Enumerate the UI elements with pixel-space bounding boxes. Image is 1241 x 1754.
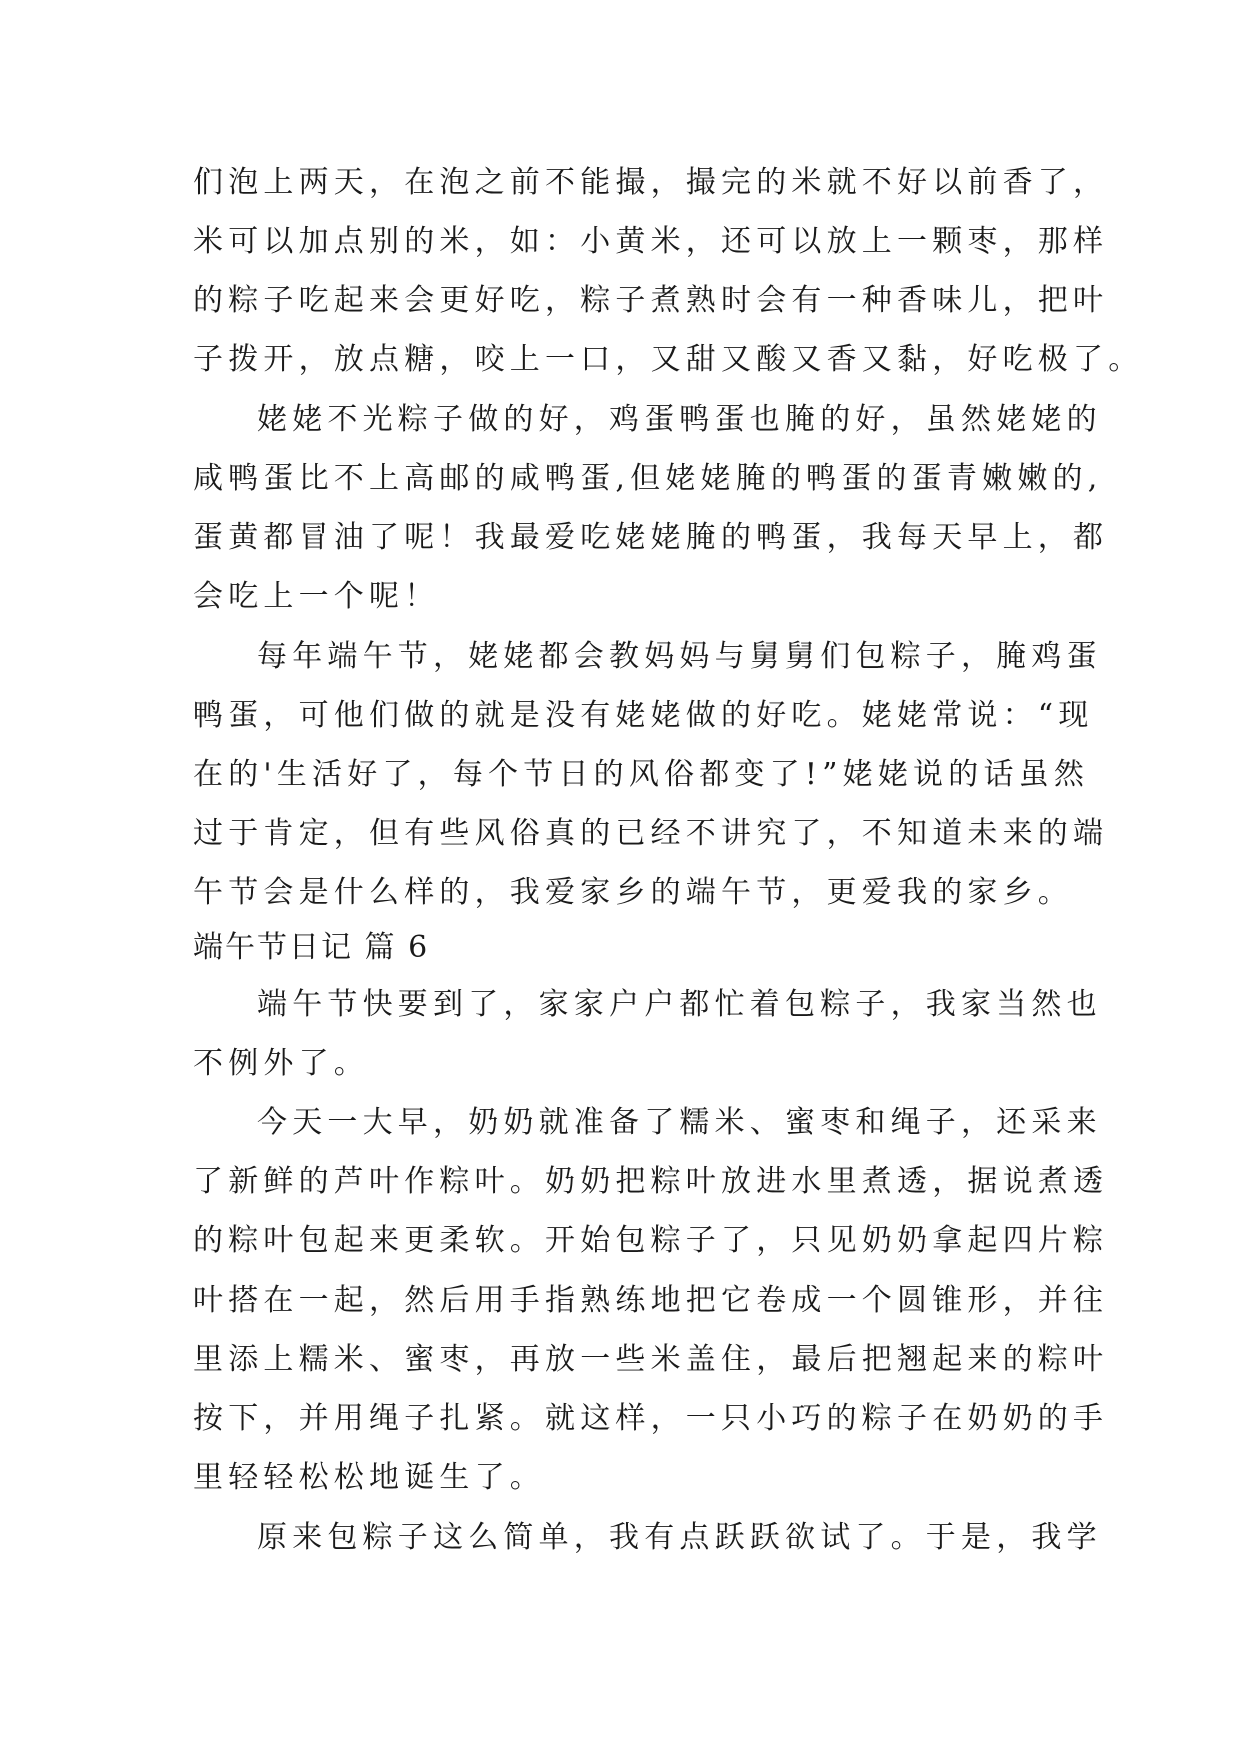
text-line: 里添上糯米、蜜枣，再放一些米盖住，最后把翘起来的粽叶 [193, 1342, 1109, 1377]
text-line: 今天一大早，奶奶就准备了糯米、蜜枣和绳子，还采来 [257, 1105, 1102, 1140]
text-line: 了新鲜的芦叶作粽叶。奶奶把粽叶放进水里煮透，据说煮透 [193, 1164, 1109, 1199]
text-line: 里轻轻松松地诞生了。 [193, 1460, 545, 1495]
text-line: 蛋黄都冒油了呢！我最爱吃姥姥腌的鸭蛋，我每天早上，都 [193, 520, 1109, 555]
text-line: 端午节快要到了，家家户户都忙着包粽子，我家当然也 [257, 987, 1102, 1022]
text-line: 按下，并用绳子扎紧。就这样，一只小巧的粽子在奶奶的手 [193, 1401, 1109, 1436]
text-line: 在的'生活好了，每个节日的风俗都变了!”姥姥说的话虽然 [193, 757, 1090, 792]
text-line: 姥姥不光粽子做的好，鸡蛋鸭蛋也腌的好，虽然姥姥的 [257, 402, 1102, 437]
text-line: 午节会是什么样的，我爱家乡的端午节，更爱我的家乡。 [193, 875, 1073, 910]
text-line: 不例外了。 [193, 1046, 369, 1081]
text-line: 米可以加点别的米，如：小黄米，还可以放上一颗枣，那样 [193, 224, 1109, 259]
text-line: 的粽叶包起来更柔软。开始包粽子了，只见奶奶拿起四片粽 [193, 1223, 1109, 1258]
text-line: 原来包粽子这么简单，我有点跃跃欲试了。于是，我学 [257, 1520, 1102, 1555]
text-line: 的粽子吃起来会更好吃，粽子煮熟时会有一种香味儿，把叶 [193, 283, 1109, 318]
text-line: 过于肯定，但有些风俗真的已经不讲究了，不知道未来的端 [193, 816, 1109, 851]
text-line: 每年端午节，姥姥都会教妈妈与舅舅们包粽子，腌鸡蛋 [257, 639, 1102, 674]
text-line: 子拨开，放点糖，咬上一口，又甜又酸又香又黏，好吃极了。 [193, 342, 1144, 377]
text-line: 鸭蛋，可他们做的就是没有姥姥做的好吃。姥姥常说：“现 [193, 698, 1094, 733]
text-line: 咸鸭蛋比不上高邮的咸鸭蛋,但姥姥腌的鸭蛋的蛋青嫩嫩的, [193, 461, 1103, 496]
text-line: 叶搭在一起，然后用手指熟练地把它卷成一个圆锥形，并往 [193, 1283, 1109, 1318]
text-line: 们泡上两天，在泡之前不能撮，撮完的米就不好以前香了， [193, 165, 1109, 200]
text-line: 会吃上一个呢！ [193, 579, 440, 614]
section-heading: 端午节日记 篇 6 [193, 930, 430, 965]
